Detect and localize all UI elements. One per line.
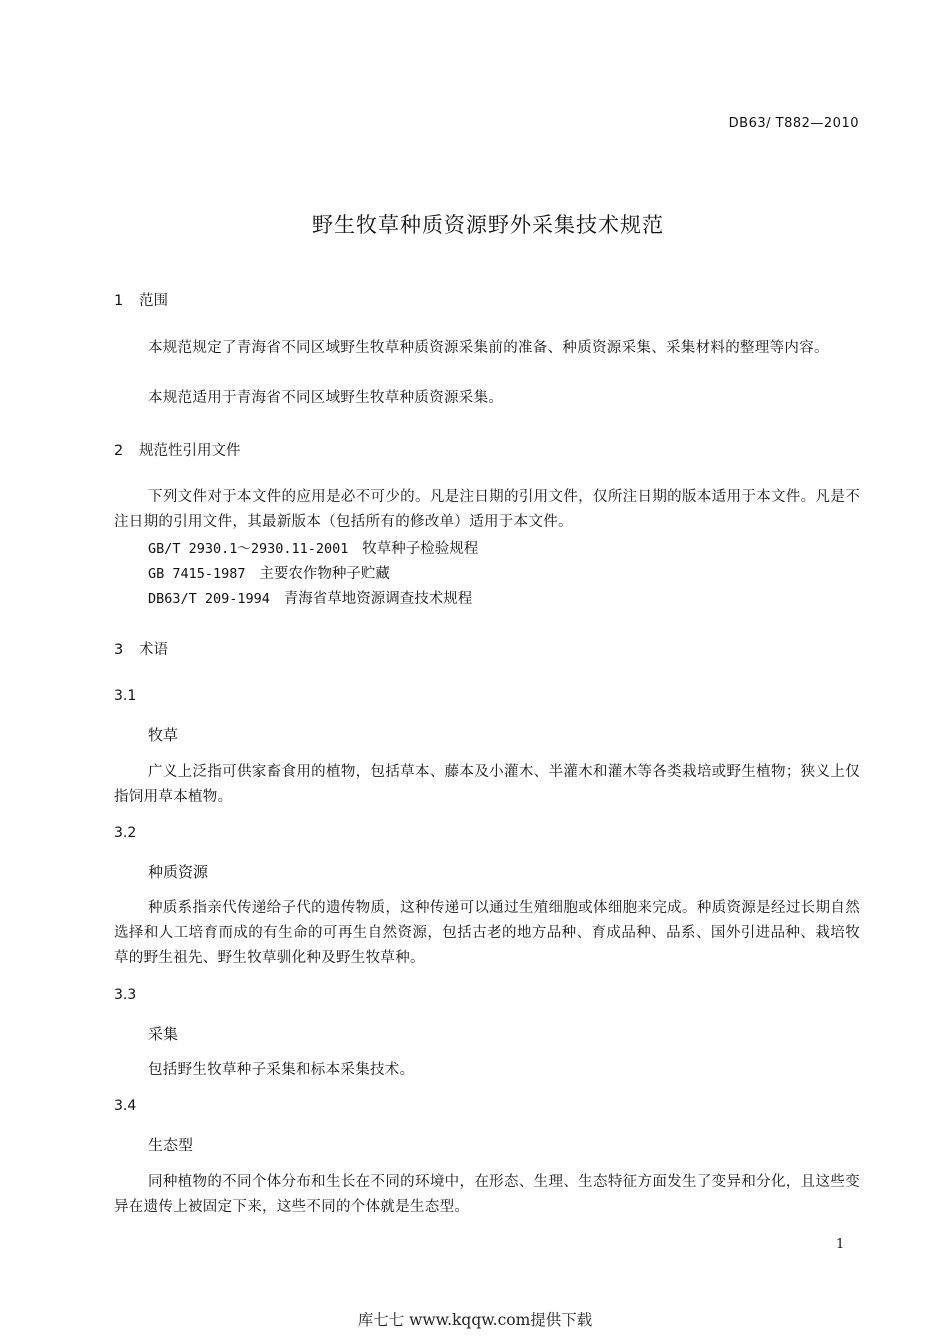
term-name: 种质资源 [148, 863, 209, 881]
reference-item [148, 587, 472, 608]
term-name: 采集 [148, 1025, 179, 1043]
section-2-paragraph-1: 下列文件对于本文件的应用是必不可少的。凡是注日期的引用文件，仅所注日期的版本适用于本文件。凡是不注日期的引用文件，其最新版本（包括所有的修改单）适用于本文件。 [114, 489, 860, 530]
reference-name: 青海省草地资源调查技术规程 [283, 591, 473, 607]
section-number: 3 [114, 642, 124, 658]
section-1-heading [114, 289, 168, 310]
term-number: 3.1 [114, 688, 137, 704]
section-2-heading [114, 439, 241, 460]
document-title: 野生牧草种质资源野外采集技术规范 [312, 213, 664, 237]
reference-item [148, 537, 478, 558]
reference-item [148, 562, 390, 583]
section-number: 1 [114, 293, 124, 309]
section-1-paragraph-1: 本规范规定了青海省不同区域野生牧草种质资源采集前的准备、种质资源采集、采集材料的整理等内容。 [148, 340, 829, 356]
reference-code: GB/T 2930.1～2930.11-2001 [148, 541, 349, 557]
section-number: 2 [114, 443, 124, 459]
term-number: 3.3 [114, 987, 137, 1003]
term-definition: 包括野生牧草种子采集和标本采集技术。 [148, 1062, 415, 1078]
term-definition: 种质系指亲代传递给子代的遗传物质，这种传递可以通过生殖细胞或体细胞来完成。种质资源是经过长期自然选择和人工培育而成的有生命的可再生自然资源，包括古老的地方品种、育成品种、品系、国外引进品种、栽培牧草的野生祖先、野生牧草驯化种及野生牧草种。 [114, 900, 860, 966]
term-definition: 同种植物的不同个体分布和生长在不同的环境中，在形态、生理、生态特征方面发生了变异和分化，且这些变异在遗传上被固定下来，这些不同的个体就是生态型。 [114, 1174, 860, 1215]
term-number: 3.4 [114, 1098, 137, 1114]
term-name: 牧草 [148, 726, 179, 744]
section-1-paragraph-2: 本规范适用于青海省不同区域野生牧草种质资源采集。 [148, 390, 504, 406]
download-footer: 库七七 www.kqqw.com提供下载 [357, 1311, 593, 1329]
reference-code: GB 7415-1987 [148, 566, 246, 582]
section-title: 规范性引用文件 [139, 443, 241, 459]
section-3-heading [114, 638, 168, 659]
term-definition: 广义上泛指可供家畜食用的植物，包括草本、藤本及小灌木、半灌木和灌木等各类栽培或野生植物；狭义上仅指饲用草本植物。 [114, 764, 860, 805]
page-number: 1 [836, 1237, 845, 1252]
reference-name: 主要农作物种子贮藏 [259, 566, 390, 582]
term-name: 生态型 [148, 1136, 194, 1154]
reference-name: 牧草种子检验规程 [362, 541, 479, 557]
section-title: 术语 [139, 642, 168, 658]
term-number: 3.2 [114, 825, 137, 841]
standard-code: DB63/ T882—2010 [728, 116, 859, 131]
section-title: 范围 [139, 293, 168, 309]
reference-code: DB63/T 209-1994 [148, 591, 270, 607]
